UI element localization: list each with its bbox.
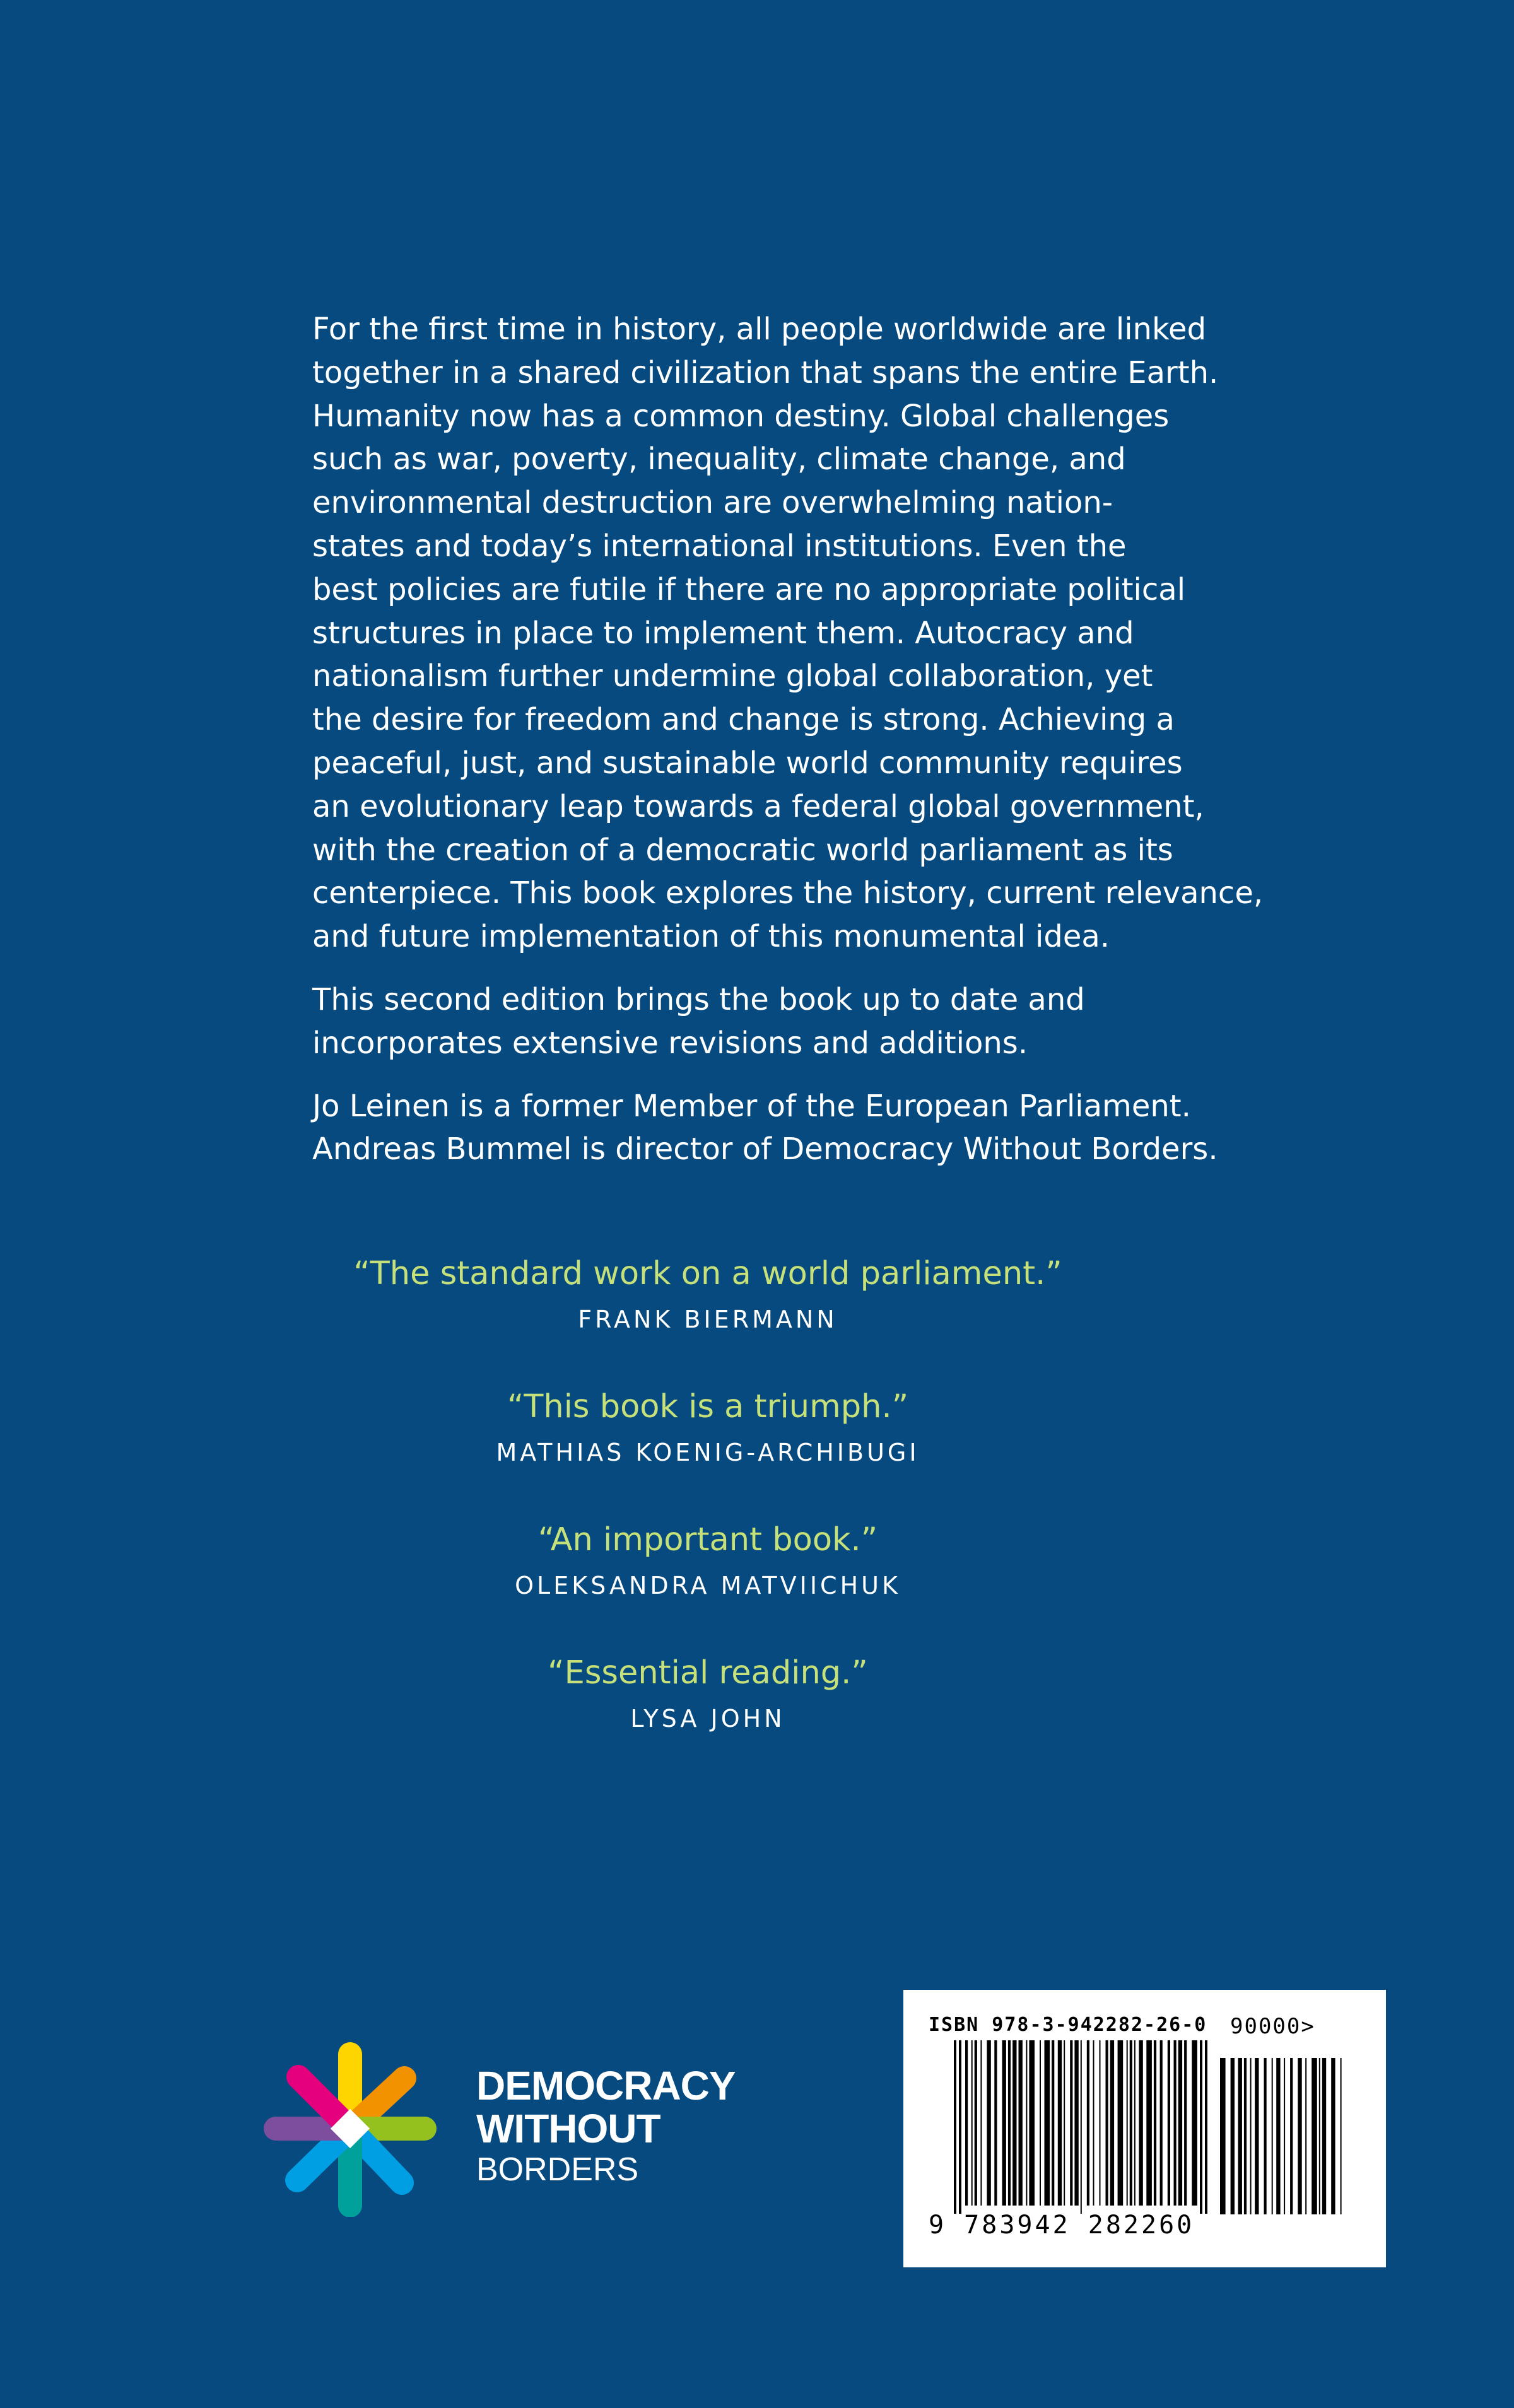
barcode-bar: [1319, 2058, 1320, 2214]
barcode-bar: [1192, 2040, 1197, 2206]
barcode-bar: [1012, 2040, 1016, 2206]
barcode-bar: [1029, 2040, 1035, 2206]
barcode-bar: [1341, 2058, 1342, 2214]
blurb-line: incorporates extensive revisions and additions.: [312, 1025, 1028, 1061]
barcode-bar: [1052, 2040, 1054, 2206]
endorsement: [0, 1518, 1465, 1651]
endorsement-quote: “Essential reading.”: [548, 1654, 868, 1692]
endorsement-quote: “An important book.”: [537, 1521, 878, 1558]
endorsement-quote: “This book is a triumph.”: [507, 1388, 909, 1425]
endorsement: [0, 1651, 1465, 1784]
barcode-bar: [1174, 2040, 1177, 2206]
endorsement-quote: “The standard work on a world parliament.”: [353, 1255, 1062, 1292]
barcode-bar: [1298, 2058, 1301, 2214]
barcode-bar: [1305, 2058, 1306, 2214]
blurb-line: Humanity now has a common destiny. Global challenges: [312, 398, 1170, 434]
barcode-bar: [1244, 2058, 1247, 2214]
blurb-line: For the first time in history, all people worldwide are linked: [312, 312, 1207, 347]
barcode-bar: [1087, 2040, 1089, 2206]
barcode-bar: [1008, 2040, 1011, 2206]
star-logo-icon: [262, 2040, 438, 2217]
ean-digits: 9 783942 282260: [929, 2211, 1195, 2240]
barcode-bar: [1231, 2058, 1235, 2214]
barcode-bar: [1139, 2040, 1142, 2206]
blurb-line: best policies are futile if there are no appropriate political: [312, 571, 1186, 607]
barcode-bar: [1019, 2040, 1023, 2206]
barcode-bar: [994, 2040, 997, 2206]
barcode-bar: [1290, 2058, 1293, 2214]
endorsements: [0, 1252, 1465, 1784]
barcode-bar: [965, 2040, 968, 2206]
barcode-bar: [1205, 2040, 1207, 2214]
barcode-bar: [1110, 2040, 1114, 2206]
barcode-bar: [1160, 2040, 1163, 2206]
barcode-bar: [1272, 2058, 1273, 2214]
barcode-bar: [1130, 2040, 1132, 2206]
barcode-bar: [1118, 2040, 1124, 2206]
barcode-bar: [1026, 2040, 1027, 2206]
barcode-bar: [1276, 2058, 1280, 2214]
blurb-line: an evolutionary leap towards a federal global government,: [312, 788, 1204, 824]
blurb-line: the desire for freedom and change is strong. Achieving a: [312, 702, 1175, 738]
blurb-line: Andreas Bummel is director of Democracy Without Borders.: [312, 1131, 1218, 1167]
barcode-bar: [1106, 2040, 1108, 2206]
barcode-bar: [1331, 2058, 1335, 2214]
barcode-bar: [1250, 2058, 1252, 2214]
blurb-line: together in a shared civilization that spans the entire Earth.: [312, 354, 1219, 390]
barcode-bar: [1002, 2040, 1006, 2206]
barcode-bar: [1081, 2040, 1082, 2214]
blurb-line: with the creation of a democratic world parliament as its: [312, 832, 1173, 868]
barcode-bar: [1093, 2040, 1094, 2206]
barcode-bar: [1322, 2058, 1326, 2214]
barcode-bar: [1154, 2040, 1156, 2206]
barcode-bar: [1127, 2040, 1128, 2206]
barcode-bar: [954, 2040, 956, 2214]
endorsement: [0, 1385, 1465, 1518]
barcode-bar: [1100, 2040, 1101, 2206]
blurb-line: peaceful, just, and sustainable world community requires: [312, 745, 1183, 781]
blurb-line: centerpiece. This book explores the history, current relevance,: [312, 875, 1264, 911]
barcode-bar: [1200, 2040, 1202, 2214]
publisher-logo: [262, 2040, 785, 2217]
blurb: [312, 308, 1423, 1191]
endorsement-author: FRANK BIERMANN: [578, 1306, 838, 1333]
barcode-bar: [1238, 2058, 1242, 2214]
barcode-bar: [1040, 2040, 1041, 2206]
barcode-bar: [1284, 2058, 1285, 2214]
isbn-number: ISBN 978-3-942282-26-0: [929, 2014, 1207, 2036]
barcode-bar: [1184, 2040, 1187, 2206]
blurb-paragraph-description: [312, 308, 1423, 959]
blurb-line: This second edition brings the book up to date and: [312, 981, 1085, 1017]
blurb-line: and future implementation of this monumental idea.: [312, 919, 1110, 955]
blurb-paragraph-authors: [312, 1085, 1423, 1172]
publisher-name-line: DEMOCRACY: [476, 2063, 736, 2108]
barcode-bar: [971, 2040, 973, 2206]
blurb-paragraph-edition: [312, 978, 1423, 1065]
barcode-bar: [1058, 2040, 1062, 2206]
price-code: 90000>: [1230, 2014, 1315, 2039]
endorsement-author: MATHIAS KOENIG-ARCHIBUGI: [496, 1439, 920, 1466]
barcode-bar: [1074, 2040, 1078, 2206]
barcode-bar: [1134, 2040, 1136, 2206]
barcode-bar: [959, 2040, 961, 2214]
blurb-line: states and today’s international institutions. Even the: [312, 528, 1127, 564]
publisher-name-line: BORDERS: [476, 2151, 639, 2188]
blurb-line: nationalism further undermine global collaboration, yet: [312, 658, 1153, 694]
barcode-bar: [1264, 2058, 1267, 2214]
barcode-bar: [1146, 2040, 1152, 2206]
publisher-name: [476, 2064, 736, 2189]
isbn-barcode: [903, 1990, 1386, 2267]
barcode-bar: [1178, 2040, 1182, 2206]
barcode-bar: [1220, 2058, 1226, 2214]
barcode-bar: [1064, 2040, 1065, 2206]
blurb-line: structures in place to implement them. Autocracy and: [312, 615, 1134, 651]
endorsement-author: OLEKSANDRA MATVIICHUK: [515, 1572, 901, 1599]
barcode-bar: [975, 2040, 977, 2206]
barcode-bar: [980, 2040, 982, 2206]
blurb-line: such as war, poverty, inequality, climate change, and: [312, 441, 1126, 477]
barcode-bar: [1255, 2058, 1259, 2214]
barcode-bar: [987, 2040, 990, 2206]
endorsement-author: LYSA JOHN: [630, 1705, 785, 1733]
blurb-line: Jo Leinen is a former Member of the European Parliament.: [312, 1088, 1191, 1124]
barcode-bar: [1312, 2058, 1317, 2214]
blurb-line: environmental destruction are overwhelming nation-: [312, 485, 1113, 521]
endorsement: [0, 1252, 1465, 1385]
barcode-bar: [1168, 2040, 1170, 2206]
barcode-bar: [1045, 2040, 1050, 2206]
barcode-bar: [1070, 2040, 1072, 2206]
publisher-name-line: WITHOUT: [476, 2106, 660, 2151]
